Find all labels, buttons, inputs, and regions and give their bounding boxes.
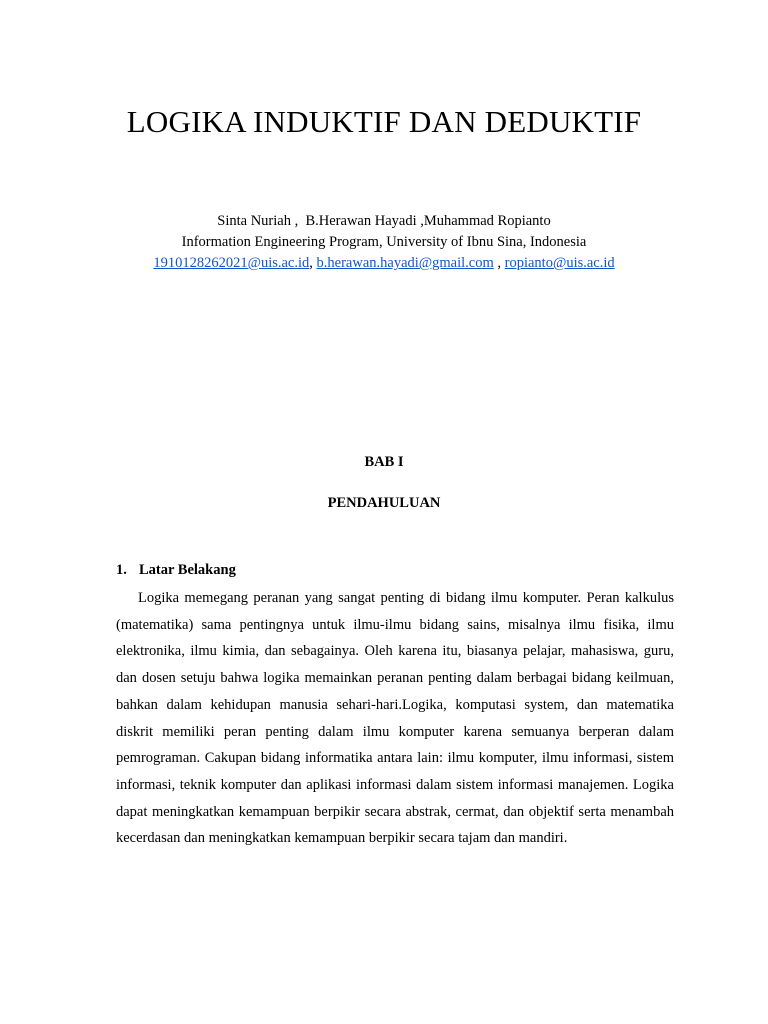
author-names: Sinta Nuriah , B.Herawan Hayadi ,Muhammad Ropianto [217, 213, 551, 229]
author-block [0, 211, 768, 274]
email-link-2[interactable]: b.herawan.hayadi@gmail.com [316, 255, 494, 271]
section-heading-text: Latar Belakang [139, 562, 236, 578]
section-heading [116, 560, 236, 580]
paper-title: LOGIKA INDUKTIF DAN DEDUKTIF [126, 104, 642, 139]
email-link-3[interactable]: ropianto@uis.ac.id [504, 255, 615, 271]
chapter-label: BAB I [364, 454, 404, 470]
email-separator: , [493, 255, 505, 271]
email-link-1[interactable]: 1910128262021@uis.ac.id [153, 255, 310, 271]
section-number: 1. [116, 562, 127, 578]
email-separator: , [309, 255, 317, 271]
body-paragraph: Logika memegang peranan yang sangat penting di bidang ilmu komputer. Peran kalkulus (matematika) sama pentingnya untuk ilmu-ilmu bidang sains, misalnya ilmu fisika, ilmu elektronika, ilmu kimia, dan sebagainya. Oleh karena itu, biasanya pelajar, mahasiswa, guru, dan dosen setuju bahwa logika memainkan peranan penting dalam berbagai bidang keilmuan, bahkan dalam kehidupan manusia sehari-hari.Logika, komputasi system, dan matematika diskrit memiliki peran penting dalam ilmu komputer karena semuanya berperan dalam pemrograman. Cakupan bidang informatika antara lain: ilmu komputer, ilmu informasi, sistem informasi, teknik komputer dan aplikasi informasi dalam sistem informasi manajemen. Logika dapat meningkatkan kemampuan berpikir secara abstrak, cermat, dan objektif serta menambah kecerdasan dan meningkatkan kemampuan berpikir secara tajam dan mandiri. [116, 590, 674, 847]
author-affiliation: Information Engineering Program, University of Ibnu Sina, Indonesia [181, 234, 587, 250]
chapter-title: PENDAHULUAN [327, 495, 441, 511]
author-emails [0, 253, 768, 274]
